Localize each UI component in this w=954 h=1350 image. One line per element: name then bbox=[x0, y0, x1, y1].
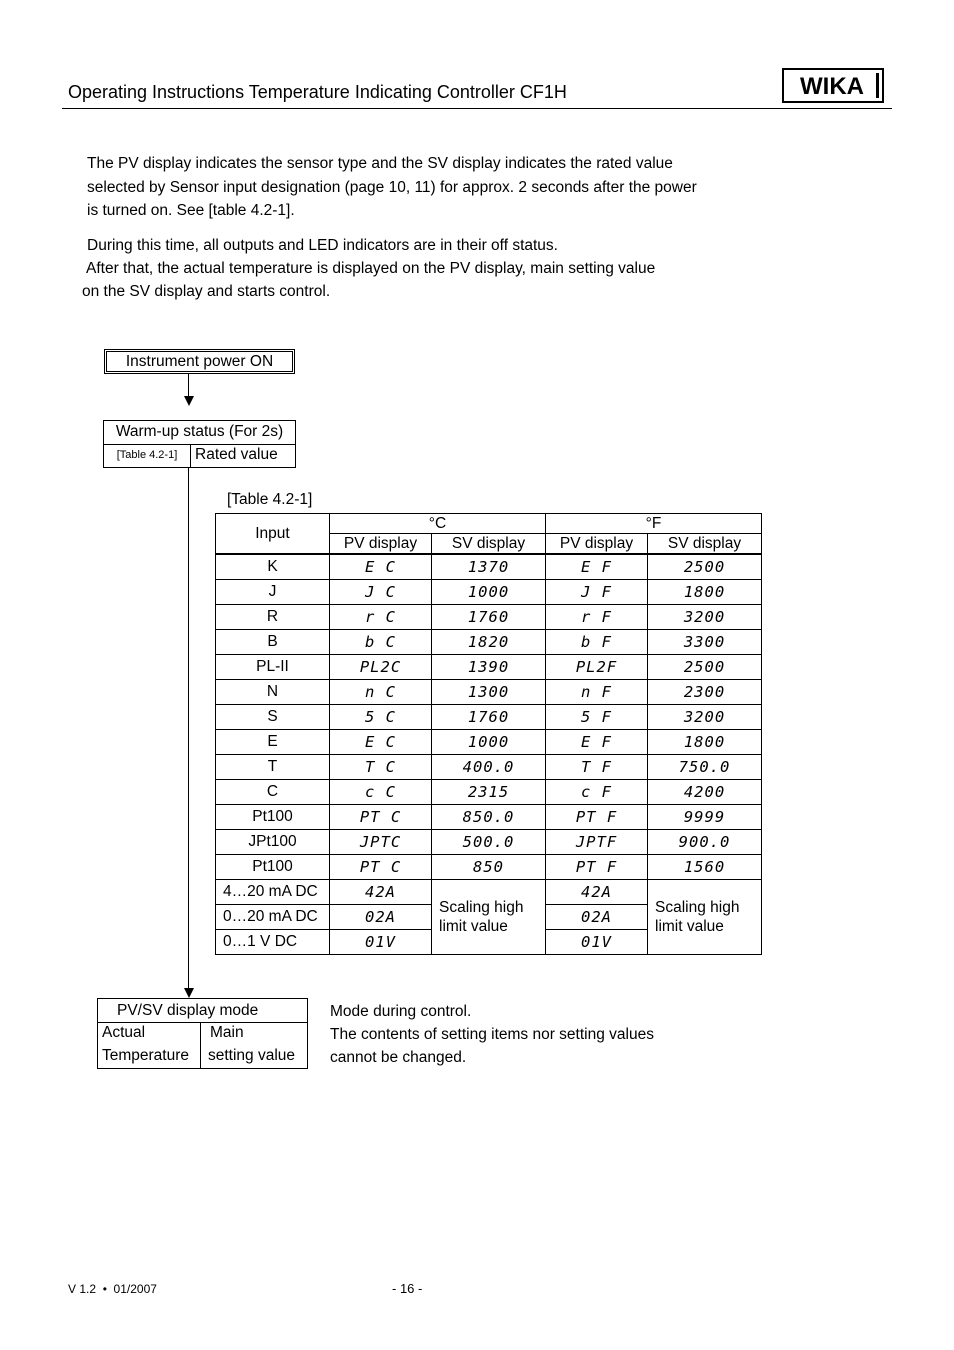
sv-f-cell: 750.0 bbox=[648, 755, 762, 780]
sv-c-cell: 850.0 bbox=[432, 805, 546, 830]
pv-c-cell: T C bbox=[330, 755, 432, 780]
mode-desc-line-3: cannot be changed. bbox=[330, 1049, 467, 1066]
scaling-f-cell: Scaling high limit value bbox=[648, 880, 762, 955]
pv-c-cell: b C bbox=[330, 630, 432, 655]
table-row bbox=[216, 605, 762, 630]
page-number: - 16 - bbox=[392, 1281, 423, 1296]
arrow-line-2 bbox=[188, 468, 189, 988]
power-on-label: Instrument power ON bbox=[125, 353, 274, 370]
warmup-title: Warm-up status (For 2s) bbox=[104, 421, 295, 445]
sv-f-cell: 3200 bbox=[648, 605, 762, 630]
table-row bbox=[216, 680, 762, 705]
input-cell: J bbox=[216, 580, 330, 605]
sv-f-cell: 1560 bbox=[648, 855, 762, 880]
pv-f-cell: E F bbox=[546, 554, 648, 580]
mode-left-line-1: Actual bbox=[102, 1024, 146, 1041]
logo-text: WIKA bbox=[800, 73, 864, 100]
mode-right-line-2: setting value bbox=[208, 1047, 296, 1064]
sv-c-cell: 2315 bbox=[432, 780, 546, 805]
warmup-table-ref: [Table 4.2-1] bbox=[104, 444, 191, 467]
pv-f-cell: PT F bbox=[546, 805, 648, 830]
table-row-analog bbox=[216, 880, 762, 905]
table-row bbox=[216, 830, 762, 855]
intro-line-5: After that, the actual temperature is displayed on the PV display, main setting value bbox=[86, 260, 656, 277]
pv-f-cell: 42A bbox=[546, 880, 648, 905]
table-row bbox=[216, 580, 762, 605]
table-row bbox=[216, 730, 762, 755]
pv-c-cell: 5 C bbox=[330, 705, 432, 730]
footer-version: V 1.2 • 01/2007 bbox=[68, 1282, 157, 1296]
intro-line-4: During this time, all outputs and LED indicators are in their off status. bbox=[87, 237, 558, 254]
display-mode-left bbox=[98, 1022, 201, 1068]
sv-c-cell: 1000 bbox=[432, 730, 546, 755]
table-row bbox=[216, 805, 762, 830]
table-row bbox=[216, 755, 762, 780]
pv-c-cell: E C bbox=[330, 730, 432, 755]
arrow-line-1 bbox=[188, 374, 189, 396]
pv-f-cell: 5 F bbox=[546, 705, 648, 730]
header-unit-f: °F bbox=[546, 514, 762, 534]
input-cell: R bbox=[216, 605, 330, 630]
sv-f-cell: 2300 bbox=[648, 680, 762, 705]
sv-f-cell: 9999 bbox=[648, 805, 762, 830]
pv-f-cell: PT F bbox=[546, 855, 648, 880]
display-mode-title: PV/SV display mode bbox=[98, 999, 307, 1023]
mode-left-line-2: Temperature bbox=[102, 1047, 190, 1064]
table-row bbox=[216, 780, 762, 805]
header-sv-f: SV display bbox=[648, 534, 762, 555]
sv-c-cell: 1390 bbox=[432, 655, 546, 680]
intro-line-6: on the SV display and starts control. bbox=[82, 283, 331, 300]
sv-c-cell: 400.0 bbox=[432, 755, 546, 780]
intro-line-2: selected by Sensor input designation (page 10, 11) for approx. 2 seconds after the power bbox=[87, 179, 697, 196]
pv-f-cell: J F bbox=[546, 580, 648, 605]
input-cell: T bbox=[216, 755, 330, 780]
sv-f-cell: 3300 bbox=[648, 630, 762, 655]
sv-c-cell: 1370 bbox=[432, 554, 546, 580]
pv-c-cell: n C bbox=[330, 680, 432, 705]
sv-c-cell: 500.0 bbox=[432, 830, 546, 855]
intro-line-1: The PV display indicates the sensor type and the SV display indicates the rated value bbox=[87, 155, 673, 172]
mode-desc-line-1: Mode during control. bbox=[330, 1003, 472, 1020]
header-divider bbox=[62, 108, 892, 109]
table-row bbox=[216, 855, 762, 880]
input-cell: JPt100 bbox=[216, 830, 330, 855]
pv-f-cell: c F bbox=[546, 780, 648, 805]
input-cell: 4…20 mA DC bbox=[216, 880, 330, 905]
pv-c-cell: 02A bbox=[330, 905, 432, 930]
pv-f-cell: n F bbox=[546, 680, 648, 705]
document-title: Operating Instructions Temperature Indicating Controller CF1H bbox=[68, 82, 567, 102]
table-row bbox=[216, 630, 762, 655]
warmup-box bbox=[103, 420, 296, 468]
sv-f-cell: 4200 bbox=[648, 780, 762, 805]
input-cell: B bbox=[216, 630, 330, 655]
pv-f-cell: T F bbox=[546, 755, 648, 780]
table-row bbox=[216, 705, 762, 730]
pv-f-cell: E F bbox=[546, 730, 648, 755]
arrow-head-1 bbox=[184, 396, 194, 406]
header-pv-c: PV display bbox=[330, 534, 432, 555]
header-input: Input bbox=[216, 514, 330, 555]
pv-f-cell: JPTF bbox=[546, 830, 648, 855]
pv-f-cell: 02A bbox=[546, 905, 648, 930]
table-row bbox=[216, 554, 762, 580]
arrow-head-2 bbox=[184, 988, 194, 998]
pv-f-cell: b F bbox=[546, 630, 648, 655]
sv-f-cell: 1800 bbox=[648, 580, 762, 605]
input-cell: K bbox=[216, 554, 330, 580]
input-cell: C bbox=[216, 780, 330, 805]
sv-f-cell: 2500 bbox=[648, 554, 762, 580]
pv-c-cell: 01V bbox=[330, 930, 432, 955]
sv-c-cell: 1760 bbox=[432, 605, 546, 630]
intro-line-3: is turned on. See [table 4.2-1]. bbox=[87, 202, 295, 219]
input-cell: Pt100 bbox=[216, 855, 330, 880]
sensor-table bbox=[215, 513, 762, 955]
input-cell: N bbox=[216, 680, 330, 705]
pv-c-cell: JPTC bbox=[330, 830, 432, 855]
pv-c-cell: PT C bbox=[330, 855, 432, 880]
input-cell: Pt100 bbox=[216, 805, 330, 830]
wika-logo bbox=[782, 68, 884, 103]
input-cell: E bbox=[216, 730, 330, 755]
sv-c-cell: 850 bbox=[432, 855, 546, 880]
pv-f-cell: PL2F bbox=[546, 655, 648, 680]
mode-right-line-1: Main bbox=[210, 1024, 244, 1041]
pv-c-cell: J C bbox=[330, 580, 432, 605]
header-sv-c: SV display bbox=[432, 534, 546, 555]
input-cell: S bbox=[216, 705, 330, 730]
input-cell: 0…1 V DC bbox=[216, 930, 330, 955]
mode-desc-line-2: The contents of setting items nor setting values bbox=[330, 1026, 654, 1043]
sv-f-cell: 2500 bbox=[648, 655, 762, 680]
display-mode-box bbox=[97, 998, 308, 1069]
header-unit-c: °C bbox=[330, 514, 546, 534]
pv-c-cell: 42A bbox=[330, 880, 432, 905]
pv-c-cell: r C bbox=[330, 605, 432, 630]
table-row bbox=[216, 655, 762, 680]
sv-c-cell: 1760 bbox=[432, 705, 546, 730]
input-cell: 0…20 mA DC bbox=[216, 905, 330, 930]
sv-f-cell: 900.0 bbox=[648, 830, 762, 855]
sv-c-cell: 1300 bbox=[432, 680, 546, 705]
warmup-rated-value: Rated value bbox=[195, 446, 278, 463]
header-pv-f: PV display bbox=[546, 534, 648, 555]
pv-c-cell: PL2C bbox=[330, 655, 432, 680]
pv-f-cell: 01V bbox=[546, 930, 648, 955]
table-caption: [Table 4.2-1] bbox=[227, 491, 313, 508]
input-cell: PL-II bbox=[216, 655, 330, 680]
power-on-box bbox=[104, 349, 295, 374]
sv-c-cell: 1000 bbox=[432, 580, 546, 605]
scaling-c-cell: Scaling high limit value bbox=[432, 880, 546, 955]
pv-c-cell: c C bbox=[330, 780, 432, 805]
sv-f-cell: 1800 bbox=[648, 730, 762, 755]
sv-f-cell: 3200 bbox=[648, 705, 762, 730]
pv-c-cell: PT C bbox=[330, 805, 432, 830]
pv-c-cell: E C bbox=[330, 554, 432, 580]
pv-f-cell: r F bbox=[546, 605, 648, 630]
sv-c-cell: 1820 bbox=[432, 630, 546, 655]
